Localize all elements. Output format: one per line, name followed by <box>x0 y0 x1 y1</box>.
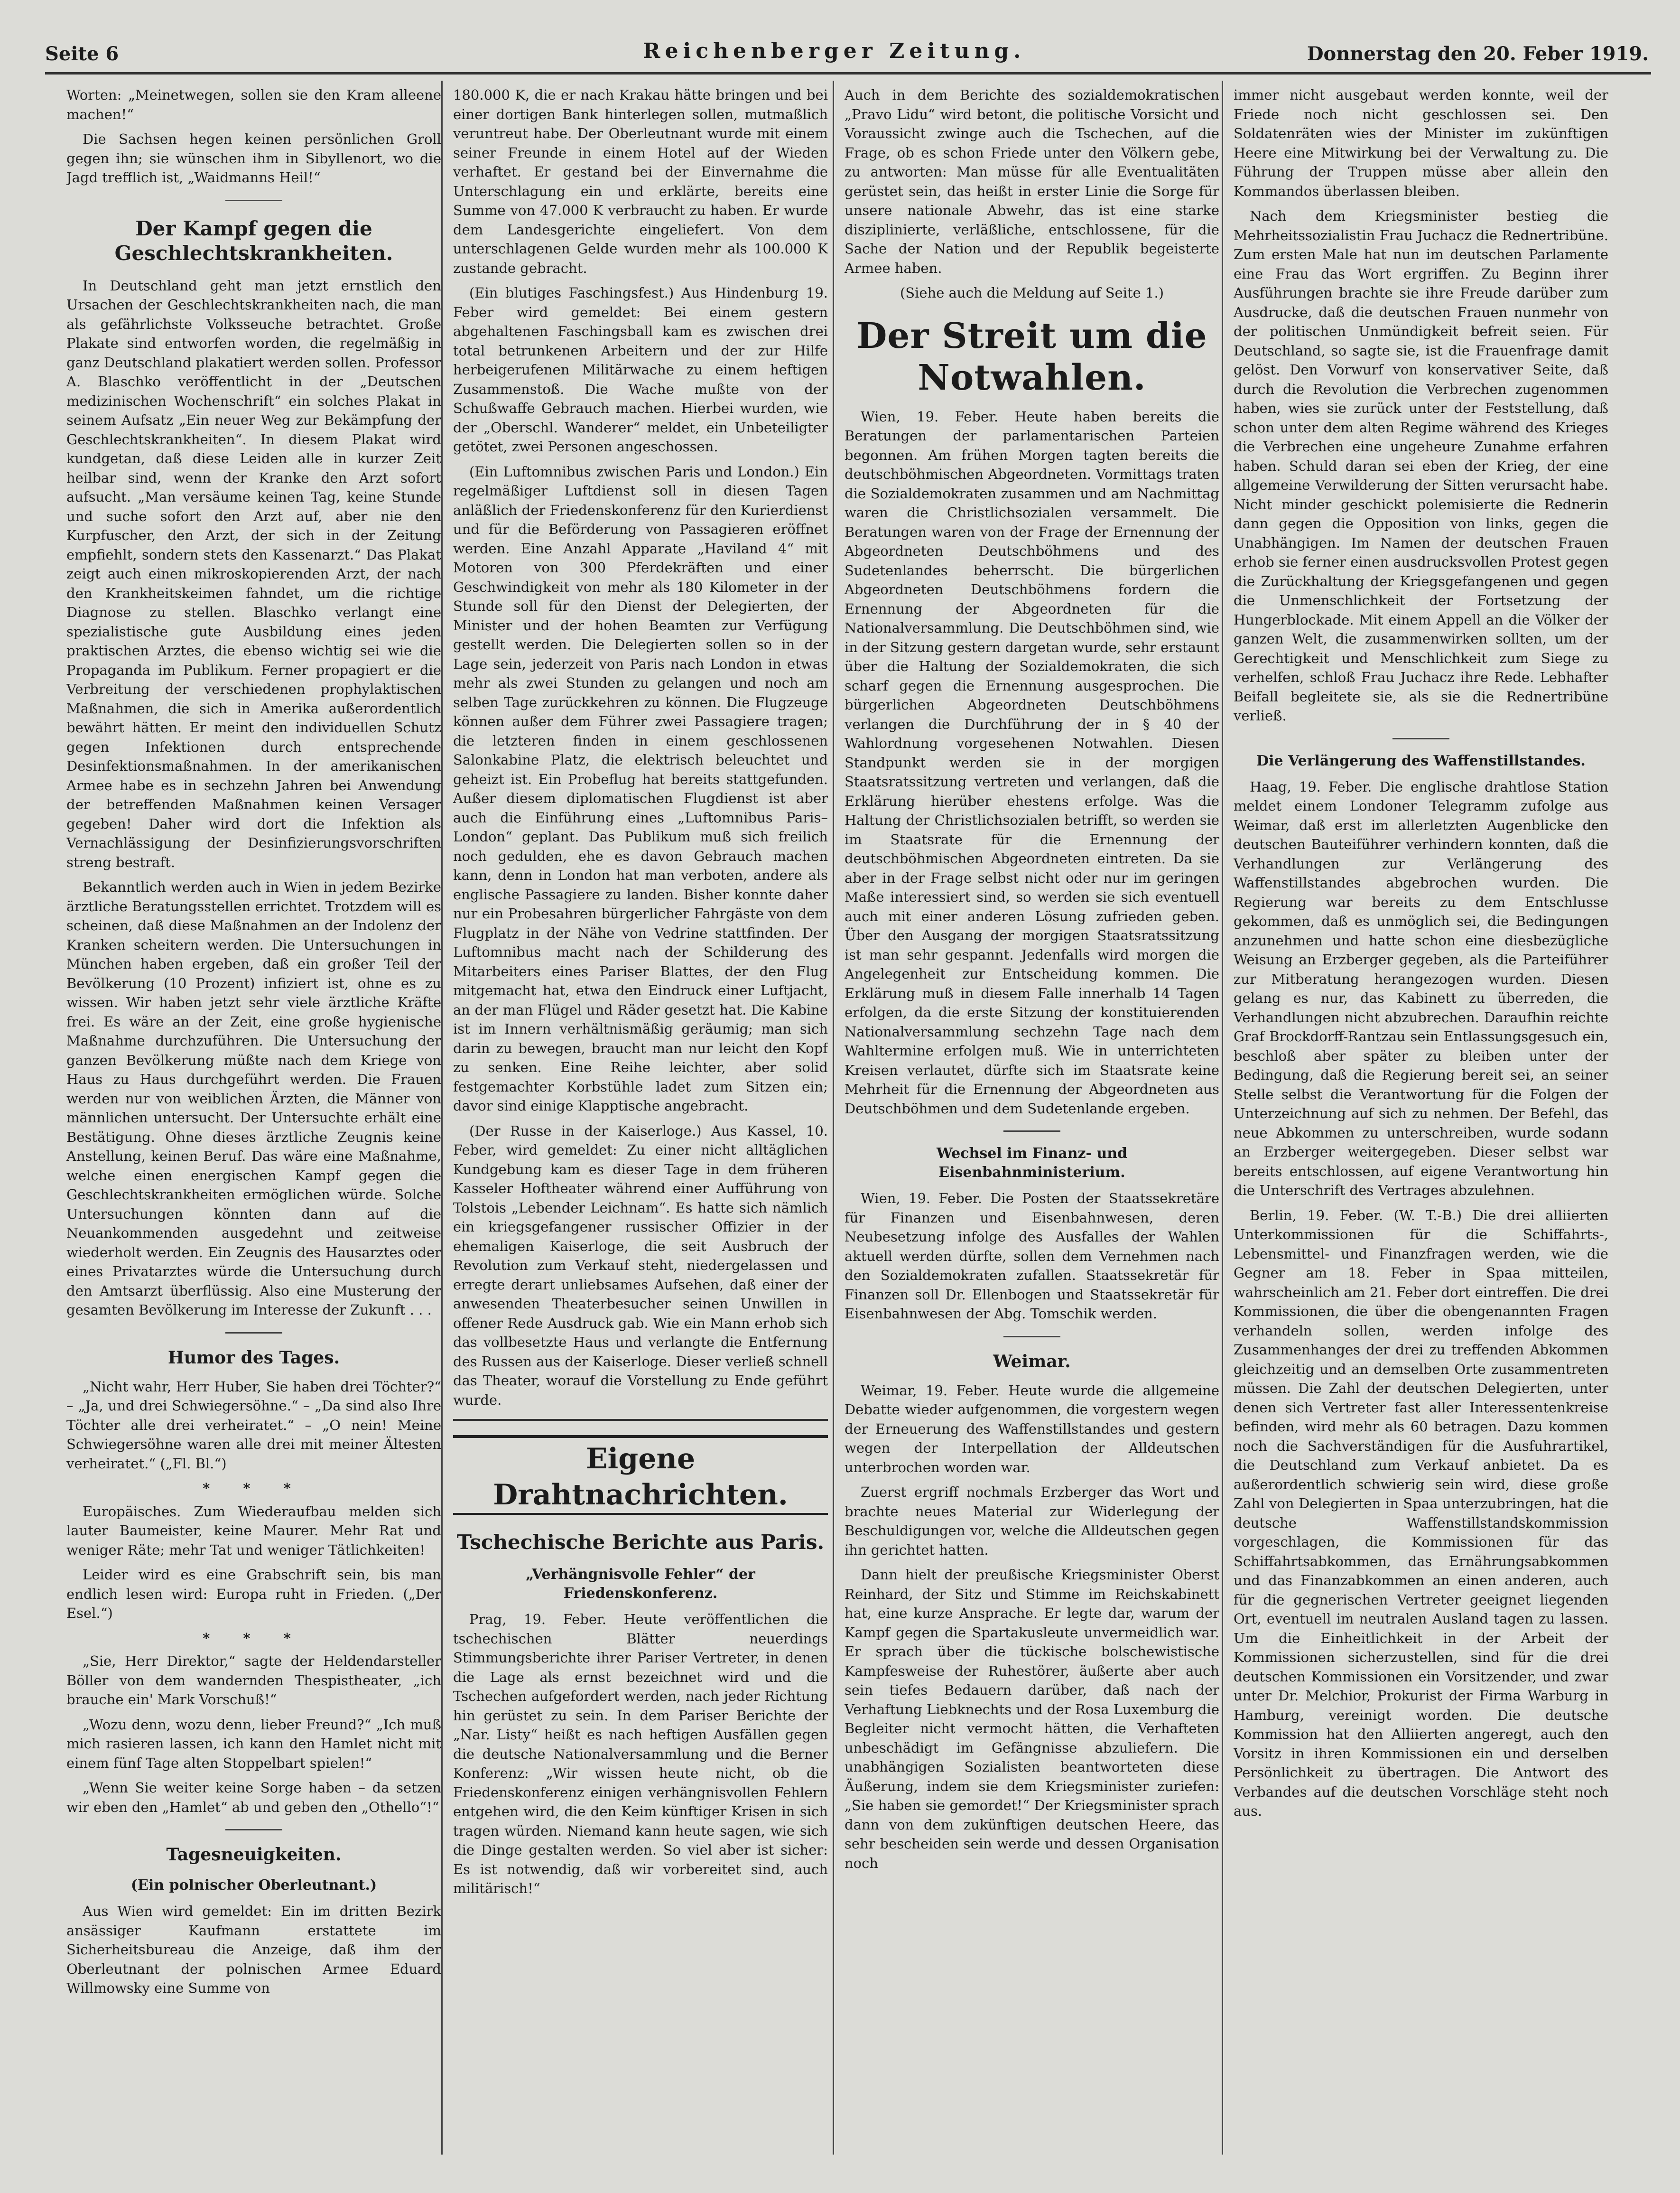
column-divider <box>833 81 834 2155</box>
paragraph: Aus Wien wird gemeldet: Ein im dritten Bezirk ansässiger Kaufmann erstattete im Sicherheitsbureau die Anzeige, daß ihm der Oberleutnant der polnischen Armee Eduard Willmowsky eine Summe von <box>66 1903 441 1996</box>
paragraph: Berlin, 19. Feber. (W. T.-B.) Die drei alliierten Unterkommissionen für die Schiffahrts-, Lebensmittel- und Finanzfragen werden, wie die Gegner am 18. Feber in Spaa mitteilen, wahrscheinlich am 21. Feber dort eintreffen. Die drei Kommissionen, die über die obengenannten Fragen verhandeln sollen, werden infolge des Zusammenhanges der drei zu treffenden Abkommen gleichzeitig und an demselben Orte zusammentreten müssen. Die Zahl der deutschen Delegierten, unter denen sich Vertreter fast aller Interessentenkreise befinden, wird mehr als 60 betragen. Dazu kommen noch die Sachverständigen für die Ausfuhrartikel, die Deutschland zum Verkauf anbietet. Da es außerordentlich schwierig sein wird, diese große Zahl von Delegierten in Spaa unterzubringen, hat die deutsche Waffenstillstandskommission vorgeschlagen, die Kommissionen für das Schiffahrtsabkommen, das Ernährungsabkommen und das Finanzabkommen an einen anderen, auch für die gegnerischen Vertreter geeignet liegenden Ort, eventuell im neutralen Ausland tagen zu lassen. Um die Einheitlichkeit in der Arbeit der Kommissionen sicherzustellen, sind für die drei deutschen Kommissionen ein Vorsitzender, und zwar unter Dr. Melchior, Prokurist der Firma Warburg in Hamburg, vereinigt worden. Die deutsche Kommission hat den Alliierten angeregt, auch den Vorsitz in ihren Kommissionen ein und derselben Persönlichkeit zu übertragen. Die Antwort des Verbandes auf die deutschen Vorschläge steht noch aus. <box>1234 1207 1608 1819</box>
column-3 <box>845 85 1219 2150</box>
asterisk-divider: * * * <box>203 1630 305 1646</box>
subheadline: „Verhängnisvolle Fehler“ der Friedenskonferenz. <box>526 1566 755 1602</box>
paragraph: „Sie, Herr Direktor,“ sagte der Heldendarsteller Böller von dem wandernden Thespistheater, „ich brauche ein' Mark Vorschuß!“ <box>66 1653 441 1708</box>
paragraph: (Ein blutiges Faschingsfest.) Aus Hindenburg 19. Feber wird gemeldet: Bei einem gestern abgehaltenen Faschingsball kam es zwischen drei total betrunkenen Arbeitern und der zur Hilfe herbeigerufenen Militärwache zu einem heftigen Zusammenstoß. Die Wache mußte von der Schußwaffe Gebrauch machen. Hierbei wurden, wie der „Oberschl. Wanderer“ meldet, ein Unbeteiligter getötet, zwei Personen angeschossen. <box>453 285 828 455</box>
paragraph: Leider wird es eine Grabschrift sein, bis man endlich lesen wird: Europa ruht in Frieden. („Der Esel.“) <box>66 1567 441 1621</box>
paragraph: Bekanntlich werden auch in Wien in jedem Bezirke ärztliche Beratungsstellen errichtet. Trotzdem will es scheinen, daß diese Maßnahmen an der Indolenz der Kranken scheitern werden. Die Untersuchungen in München haben ergeben, daß ein großer Teil der Bevölkerung (10 Prozent) infiziert ist, ohne es zu wissen. Wir haben jetzt sehr viele ärztliche Kräfte frei. Es wäre an der Zeit, eine große hygienische Maßnahme durchzuführen. Die Untersuchung der ganzen Bevölkerung müßte nach dem Kriege von Haus zu Haus durchgeführt werden. Die Frauen werden nur von weiblichen Ärzten, die Männer von männlichen untersucht. Der Untersuchte erhält eine Bestätigung. Ohne dieses ärztliche Zeugnis keine Anstellung, keinen Beruf. Das wäre eine Maßnahme, welche einen energischen Kampf gegen die Geschlechtskrankheiten ermöglichen würde. Solche Untersuchungen könnten dann auf die Neuankommenden ausgedehnt und zeitweise wiederholt werden. Ein Zeugnis des Hausarztes oder eines Privatarztes würde die Untersuchung durch den Amtsarzt überflüssig. Also eine Musterung der gesamten Bevölkerung im Interesse der Zukunft . . . <box>66 879 441 1318</box>
section-headline: Humor des Tages. <box>167 1347 340 1368</box>
column-divider <box>441 81 443 2155</box>
column-4 <box>1234 85 1608 2150</box>
paragraph: Zuerst ergriff nochmals Erzberger das Wort und brachte neues Material zur Widerlegung der Beschuldigungen vor, welche die Alldeutschen gegen ihn gerichtet hatten. <box>845 1484 1219 1558</box>
asterisk-divider: * * * <box>203 1480 305 1496</box>
paragraph: „Wozu denn, wozu denn, lieber Freund?“ „Ich muß mich rasieren lassen, ich kann den Hamlet nicht mit einem fünf Tage alten Stoppelbart spielen!“ <box>66 1716 441 1771</box>
article-headline: Der Kampf gegen die Geschlechtskrankheiten. <box>114 216 393 265</box>
article-headline: Der Streit um die Notwahlen. <box>856 315 1207 398</box>
column-2 <box>453 85 828 2150</box>
issue-date: Donnerstag den 20. Feber 1919. <box>1307 43 1649 65</box>
paragraph: „Wenn Sie weiter keine Sorge haben – da setzen wir eben den „Hamlet“ ab und geben den „Othello“!“ <box>66 1780 441 1815</box>
separator <box>453 1419 828 1421</box>
section-headline: Tagesneuigkeiten. <box>166 1845 342 1865</box>
paragraph: Auch in dem Berichte des sozialdemokratischen „Pravo Lidu“ wird betont, die politische Vorsicht und Voraussicht zwinge auch die Tschechen, auf die Frage, ob es schon Friede unter den Völkern gebe, zu antworten: Man müsse für alle Eventualitäten gerüstet sein, das heißt in erster Linie die Sorge für unsere nationale Abwehr, das ist eine starke disziplinierte, verläßliche, entschlossene, für die Sache der Nation und der Republik begeisterte Armee haben. <box>845 87 1219 276</box>
section-headline: Weimar. <box>993 1351 1071 1372</box>
paragraph: „Nicht wahr, Herr Huber, Sie haben drei Töchter?“ – „Ja, und drei Schwiegersöhne.“ – „Da sind also Ihre Töchter alle drei verheiratet.“ – „O nein! Meine Schwiegersöhne waren alle drei mit meiner Ältesten verheiratet.“ („Fl. Bl.“) <box>66 1378 441 1472</box>
paragraph: In Deutschland geht man jetzt ernstlich den Ursachen der Geschlechtskrankheiten nach, die man als gefährlichste Volksseuche betrachtet. Große Plakate sind entworfen worden, die regelmäßig in ganz Deutschland plakatiert werden sollen. Professor A. Blaschko veröffentlicht in der „Deutschen medizinischen Wochenschrift“ ein solches Plakat in seinem Aufsatz „Ein neuer Weg zur Bekämpfung der Geschlechtskrankheiten“. In diesem Plakat wird kundgetan, daß diese Leiden alle in kurzer Zeit heilbar sind, wenn der Kranke den Arzt sofort aufsucht. „Man versäume keinen Tag, keine Stunde und suche sofort den Arzt auf, aber nie den Kurpfuscher, den Arzt, der sich in der Zeitung empfiehlt, sondern stets den Kassenarzt.“ Das Plakat zeigt auch einen mikroskopierenden Arzt, der nach den Krankheitskeimen fahndet, um die richtige Diagnose zu stellen. Blaschko verlangt eine spezialistische gute Ausbildung eines jeden praktischen Arztes, die ebenso wichtig sei wie die Propaganda im Publikum. Ferner propagiert er die Verbreitung der verschiedenen prophylaktischen Maßnahmen, die sich in Amerika außerordentlich bewährt hätten. Er meint den individuellen Schutz gegen Infektionen durch entsprechende Desinfektionsmaßnahmen. In der amerikanischen Armee habe es in sechzehn Jahren bei Anwendung der betreffenden Maßnahmen keinen Versager gegeben! Daher wird dort die Infektion als Vernachlässigung der Desinfizierungsvorschriften streng bestraft. <box>66 277 441 870</box>
paragraph: Weimar, 19. Feber. Heute wurde die allgemeine Debatte wieder aufgenommen, die vorgestern wegen der Erneuerung des Waffenstillstandes und gestern wegen der Interpellation der Alldeutschen unterbrochen worden war. <box>845 1382 1219 1475</box>
masthead-rule <box>45 72 1651 75</box>
article-headline: Tschechische Berichte aus Paris. <box>456 1530 825 1554</box>
paragraph: Nach dem Kriegsminister bestieg die Mehrheitssozialistin Frau Juchacz die Rednertribüne. Zum ersten Male hat nun im deutschen Parlamente eine Frau das Wort ergriffen. Zu Beginn ihrer Ausführungen brachte sie ihre Freude darüber zum Ausdrucke, daß die deutschen Frauen nunmehr von der politischen Unmündigkeit befreit seien. Für Deutschland, so sagte sie, ist die Frauenfrage damit gelöst. Den Vorwurf von konservativer Seite, daß durch die Revolution die Verbrechen zugenommen haben, wies sie zurück unter der Feststellung, daß schon unter dem alten Regime während des Krieges die Verbrechen eine ungeheure Zunahme erfahren haben. Schuld daran sei eben der Krieg, der eine allgemeine Verwilderung der Sitten verursacht habe. Nicht minder geschickt polemisierte die Rednerin dann gegen die Opposition von links, gegen die Unabhängigen. Im Namen der deutschen Frauen erhob sie ferner einen ausdrucksvollen Protest gegen die Zurückhaltung der Kriegsgefangenen und gegen die Unmenschlichkeit der Fortsetzung der Hungerblockade. Mit einem Appell an die Völker der ganzen Welt, die zusammenwirken sollten, um der Gerechtigkeit und Menschlichkeit zum Siege zu verhelfen, schloß Frau Juchacz ihre Rede. Lebhafter Beifall begleitete sie, als sie die Rednertribüne verließ. <box>1234 208 1608 724</box>
paragraph: Wien, 19. Feber. Die Posten der Staatssekretäre für Finanzen und Eisenbahnwesen, deren Neubesetzung infolge des Ausfalles der Wahlen aktuell werden dürfte, sollen dem Vernehmen nach den Sozialdemokraten zufallen. Staatssekretär für Finanzen soll Dr. Ellenbogen und Staatssekretär für Eisenbahnwesen der Abg. Tomschik werden. <box>845 1190 1219 1322</box>
separator <box>225 1829 282 1830</box>
paragraph: Prag, 19. Feber. Heute veröffentlichen die tschechischen Blätter neuerdings Stimmungsberichte ihrer Pariser Vertreter, in denen die Lage als ernst bezeichnet wird und die Tschechen aufgefordert werden, nach jeder Richtung hin gerüstet zu sein. In dem Pariser Berichte der „Nar. Listy“ heißt es nach heftigen Ausfällen gegen die deutsche Nationalversammlung und die Berner Konferenz: „Wir wissen heute nicht, ob die Friedenskonferenz einigen verhängnisvollen Fehlern entgehen wird, die den Keim künftiger Krisen in sich tragen würden. Niemand kann heute sagen, wie sich die Dinge gestalten werden. So viel aber ist sicher: Es ist notwendig, daß wir vorbereitet sind, auch militärisch!“ <box>453 1611 828 1896</box>
paragraph: immer nicht ausgebaut werden konnte, weil der Friede noch nicht geschlossen sei. Den Soldatenräten wies der Minister im zukünftigen Heere eine Mitwirkung bei der Verwaltung zu. Die Führung der Truppen müsse aber allein den Kommandos überlassen bleiben. <box>1234 87 1608 199</box>
paragraph: 180.000 K, die er nach Krakau hätte bringen und bei einer dortigen Bank hinterlegen sollen, mutmaßlich veruntreut habe. Der Oberleutnant wurde mit einem seiner Freunde in einem Hotel auf der Wieden verhaftet. Er gestand bei der Einvernahme die Unterschlagung ein und erklärte, bereits eine Summe von 47.000 K verbraucht zu haben. Er wurde dem Landesgerichte eingeliefert. Von dem unterschlagenen Gelde wurden mehr als 100.000 K zustande gebracht. <box>453 87 828 276</box>
separator <box>1003 1130 1060 1132</box>
masthead <box>45 34 1649 67</box>
newspaper-title: Reichenberger Zeitung. <box>643 39 1026 63</box>
paragraph: Europäisches. Zum Wiederaufbau melden sich lauter Baumeister, keine Maurer. Mehr Rat und weniger Räte; mehr Tat und weniger Tätlichkeiten! <box>66 1503 441 1558</box>
paragraph: Dann hielt der preußische Kriegsminister Oberst Reinhard, der Sitz und Stimme im Reichskabinett hat, eine kurze Ansprache. Er legte dar, warum der Kampf gegen die Spartakusleute unvermeidlich war. Er sprach über die tückische bolschewistische Kampfesweise der Ruhestörer, äußerte aber auch sein tiefes Bedauern darüber, daß nach der Verhaftung Liebknechts und der Rosa Luxemburg die Begleiter nicht vermocht hätten, die Verhafteten unbeschädigt im Gefängnisse abzuliefern. Die unabhängigen Sozialisten beantworteten diese Äußerung, indem sie dem Kriegsminister zuriefen: „Sie haben sie gemordet!“ Der Kriegsminister sprach dann von dem zukünftigen deutschen Heere, das sehr bescheiden sein werde und dessen Organisation noch <box>845 1567 1219 1871</box>
separator <box>225 1332 282 1334</box>
paragraph: Wien, 19. Feber. Heute haben bereits die Beratungen der parlamentarischen Parteien begonnen. Am frühen Morgen tagten bereits die deutschböhmischen Abgeordneten. Vormittags traten die Sozialdemokraten zusammen und am Nachmittag waren die Christlichsozialen versammelt. Die Beratungen waren von der Frage der Ernennung der Abgeordneten Deutschböhmens und des Sudetenlandes beherrscht. Die bürgerlichen Abgeordneten Deutschböhmens fordern die Ernennung der Abgeordneten für die Nationalversammlung. Die Deutschböhmen sind, wie in der Sitzung gestern dargetan wurde, sehr erstaunt über die Haltung der Sozialdemokraten, die sich scharf gegen die Ernennung ausgesprochen. Die bürgerlichen Abgeordneten Deutschböhmens verlangen die Durchführung der in § 40 der Wahlordnung vorgesehenen Notwahlen. Diesen Standpunkt werden sie in der morgigen Staatsratssitzung vertreten und verlangen, daß die Erklärung hierüber ehestens erfolge. Was die Haltung der Christlichsozialen betrifft, so werden sie im Staatsrate für die Ernennung der deutschböhmischen Abgeordneten eintreten. Da sie aber in der Frage selbst nicht oder nur im geringen Maße interessiert sind, so werden sie sich eventuell auch mit einer anderen Lösung zufrieden geben. Über den Ausgang der morgigen Staatsratssitzung ist man sehr gespannt. Jedenfalls wird morgen die Angelegenheit zur Entscheidung kommen. Die Erklärung muß in diesem Falle innerhalb 14 Tagen erfolgen, da die erste Sitzung der konstituierenden Nationalversammlung sechzehn Tage nach dem Wahltermine erfolgen muß. Wie in unterrichteten Kreisen verlautet, dürfte sich im Staatsrate keine Mehrheit für die Ernennung der Abgeordneten aus Deutschböhmen und dem Sudetenlande ergeben. <box>845 408 1219 1117</box>
subheadline: Wechsel im Finanz- und Eisenbahnministerium. <box>936 1145 1128 1181</box>
cross-reference: (Siehe auch die Meldung auf Seite 1.) <box>900 285 1164 301</box>
paragraph: (Der Russe in der Kaiserloge.) Aus Kassel, 10. Feber, wird gemeldet: Zu einer nicht alltäglichen Kundgebung kam es dieser Tage in dem früheren Kasseler Hoftheater während einer Aufführung von Tolstois „Lebender Leichnam“. Es hatte sich nämlich ein kriegsgefangener russischer Offizier in der ehemaligen Kaiserloge, die seit Ausbruch der Revolution zum Verkauf steht, niedergelassen und erregte derart unliebsames Aufsehen, daß einer der anwesenden Theaterbesucher seinen Unwillen in offener Rede Ausdruck gab. Wie ein Mann erhob sich das vollbesetzte Haus und verlangte die Entfernung des Russen aus der Kaiserloge. Dieser verließ schnell das Theater, worauf die Vorstellung zu Ende geführt wurde. <box>453 1122 828 1408</box>
separator <box>1392 738 1449 739</box>
subheadline: (Ein polnischer Oberleutnant.) <box>130 1877 377 1894</box>
page-number: Seite 6 <box>45 43 119 65</box>
column-divider <box>1222 81 1223 2155</box>
column-1 <box>66 85 441 2150</box>
paragraph: Worten: „Meinetwegen, sollen sie den Kram alleene machen!“ <box>66 87 441 122</box>
paragraph: (Ein Luftomnibus zwischen Paris und London.) Ein regelmäßiger Luftdienst soll in diesen Tagen anläßlich der Friedenskonferenz für den Kurierdienst und für die Beförderung von Passagieren eröffnet werden. Eine Anzahl Apparate „Haviland 4“ mit Motoren von 300 Pferdekräften und einer Geschwindigkeit von mehr als 180 Kilometer in der Stunde soll für den Dienst der Delegierten, der Minister und der hohen Beamten zur Verfügung gestellt werden. Die Delegierten sollen so in der Lage sein, jederzeit von Paris nach London in etwas mehr als zwei Stunden zu gelangen und noch am selben Tage zurückkehren zu können. Die Flugzeuge können außer dem Führer zwei Passagiere tragen; die letzteren finden in einem geschlossenen Salonkabine Platz, die elektrisch beleuchtet und geheizt ist. Ein Probeflug hat bereits stattgefunden. Außer diesem diplomatischen Flugdienst ist aber auch die Einführung eines „Luftomnibus Paris–London“ geplant. Das Publikum muß sich freilich noch gedulden, ehe es davon Gebrauch machen kann, denn in London hat man verboten, andere als englische Passagiere zu landen. Bisher konnte daher nur ein Probesahren bürgerlicher Fahrgäste von dem Flugplatz in der Nähe von Vedrine stattfinden. Der Luftomnibus macht nach der Schilderung des Mitarbeiters eines Pariser Blattes, der den Flug mitgemacht hat, etwa den Eindruck einer Luftjacht, an der man Flügel und Räder gesetzt hat. Die Kabine ist im Innern verhältnismäßig geräumig; man sich darin zu bewegen, braucht man nur leicht den Kopf zu senken. Eine Reihe leichter, aber solid festgemachter Korbstühle ladet zum Sitzen ein; davor sind einige Klapptische angebracht. <box>453 463 828 1114</box>
paragraph: Die Sachsen hegen keinen persönlichen Groll gegen ihn; sie wünschen ihm in Sibyllenort, wo die Jagd trefflich ist, „Waidmanns Heil!“ <box>66 131 441 186</box>
paragraph: Haag, 19. Feber. Die englische drahtlose Station meldet einem Londoner Telegramm zufolge aus Weimar, daß erst im allerletzten Augenblicke den deutschen Bauteiführer verhindern konnten, daß die Verhandlungen zur Verlängerung des Waffenstillstandes abgebrochen wurden. Die Regierung war bereits zu dem Entschlusse gekommen, daß es unmöglich sei, die Bedingungen anzunehmen und hatte schon eine diesbezügliche Weisung an Erzberger gegeben, als die Parteiführer zur Mitberatung herangezogen wurden. Diesen gelang es nur, das Kabinett zu überreden, die Verhandlungen nicht abzubrechen. Daraufhin reichte Graf Brockdorff-Rantzau sein Entlassungsgesuch ein, beschloß aber später zu bleiben unter der Bedingung, daß die Regierung bereit sei, an seiner Stelle selbst die Verantwortung für die Folgen der Unterzeichnung auf sich zu nehmen. Der Befehl, das neue Abkommen zu unterschreiben, wurde sodann an Erzberger weitergegeben. Dieser selbst war bereits entschlossen, auf eigene Verantwortung hin die Unterschrift des Vertrages abzulehnen. <box>1234 778 1608 1198</box>
separator <box>225 200 282 201</box>
section-banner: Eigene Drahtnachrichten. <box>453 1435 828 1515</box>
subheadline: Die Verlängerung des Waffenstillstandes. <box>1256 752 1586 769</box>
separator <box>1003 1336 1060 1337</box>
